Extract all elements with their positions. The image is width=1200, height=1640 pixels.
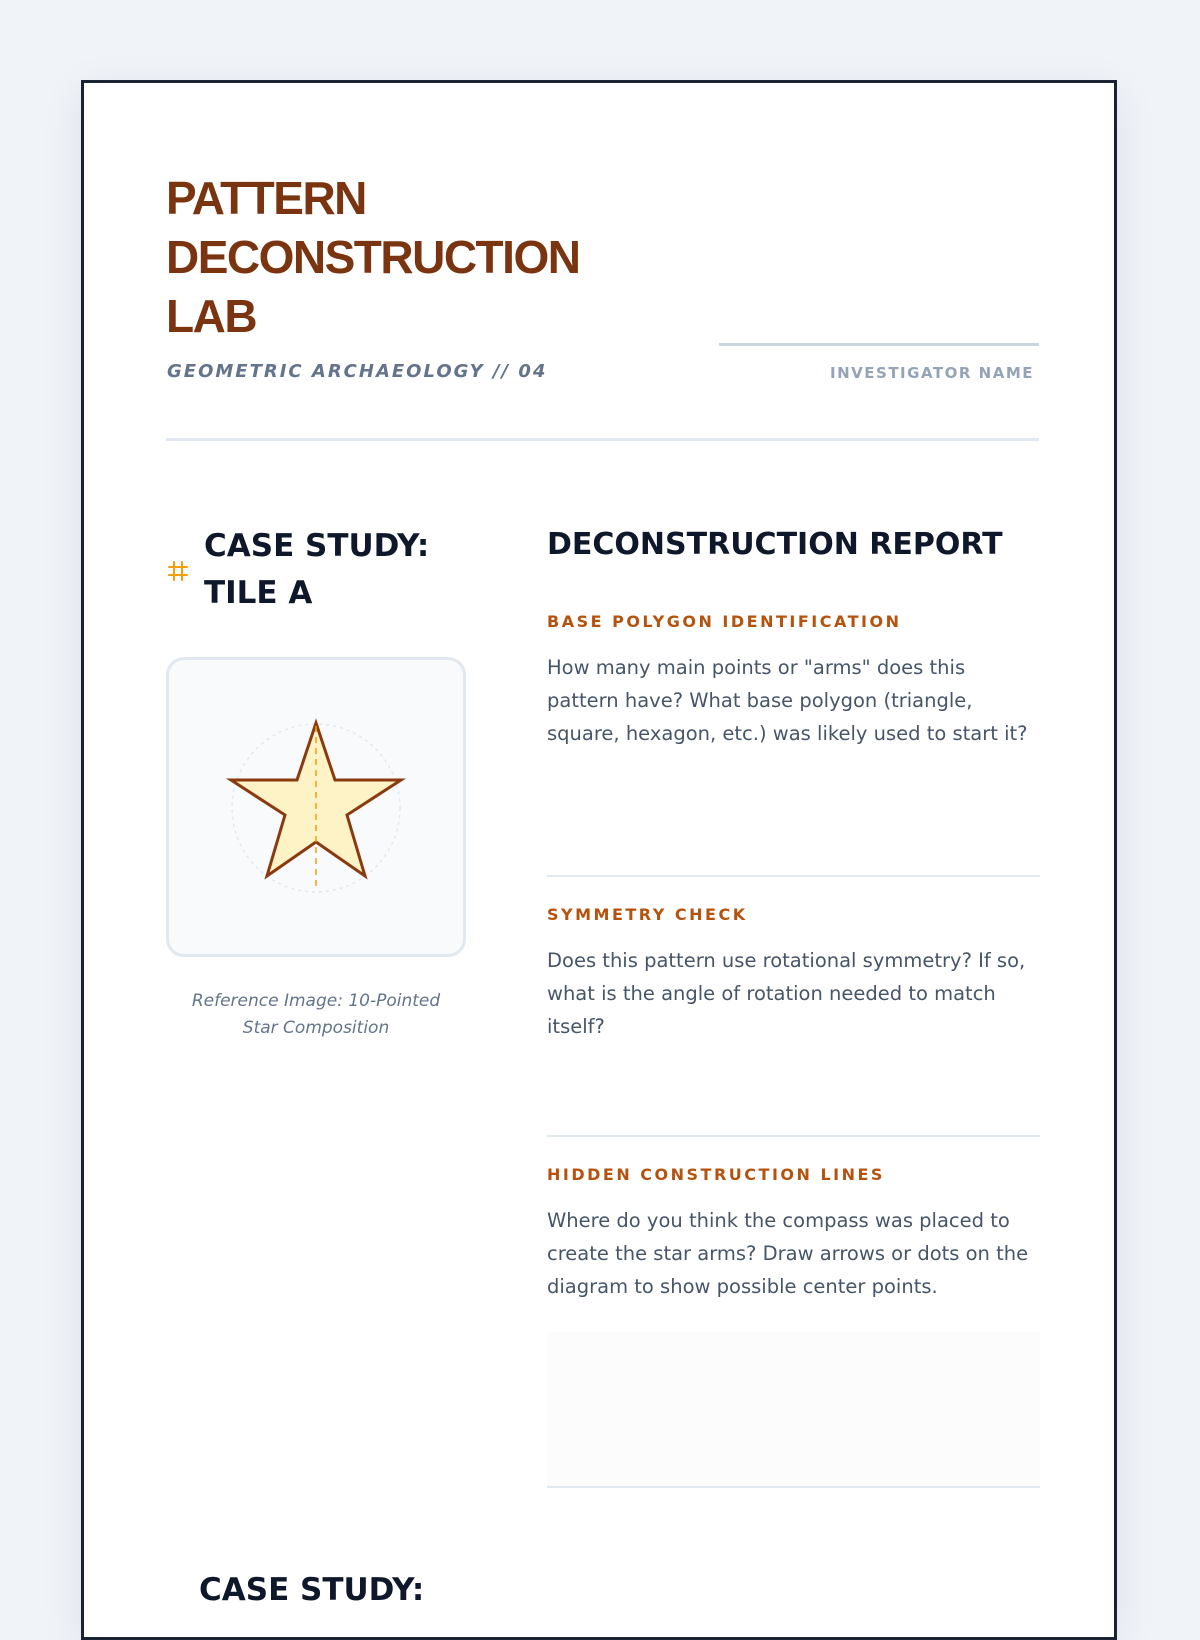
reference-caption xyxy=(166,988,466,1042)
answer-line-construction-lines[interactable] xyxy=(547,1486,1040,1488)
hash-icon xyxy=(166,559,190,583)
case-study-title-line-2: TILE A xyxy=(204,575,313,611)
answer-line-symmetry[interactable] xyxy=(547,1135,1040,1137)
report-title: DECONSTRUCTION REPORT xyxy=(547,527,1003,562)
case-study-title xyxy=(204,523,429,617)
question-label-symmetry: SYMMETRY CHECK xyxy=(547,905,748,924)
investigator-name-field[interactable] xyxy=(719,343,1039,346)
question-label-construction-lines: HIDDEN CONSTRUCTION LINES xyxy=(547,1165,885,1184)
question-text-base-polygon: How many main points or "arms" does this pattern have? What base polygon (triangle, square, hexagon, etc.) was likely used to start it? xyxy=(547,656,1028,745)
next-case-study-title: CASE STUDY: xyxy=(199,1572,425,1608)
reference-caption-line-2: Star Composition xyxy=(242,1018,390,1038)
page-title-line-3: LAB xyxy=(166,290,257,342)
investigator-name-label: INVESTIGATOR NAME xyxy=(830,364,1034,382)
question-label-base-polygon: BASE POLYGON IDENTIFICATION xyxy=(547,612,902,631)
page-subtitle: GEOMETRIC ARCHAEOLOGY // 04 xyxy=(167,361,548,382)
star-shape xyxy=(231,723,401,876)
reference-caption-line-1: Reference Image: 10-Pointed xyxy=(191,991,441,1011)
page-title xyxy=(166,169,579,346)
reference-image-box xyxy=(166,657,466,957)
page-title-line-2: DECONSTRUCTION xyxy=(166,231,580,283)
header-divider xyxy=(166,438,1039,441)
star-diagram xyxy=(169,660,463,954)
sketch-answer-area[interactable] xyxy=(547,1332,1040,1486)
question-text-construction-lines: Where do you think the compass was placed to create the star arms? Draw arrows or dots on the diagram to show possible center points. xyxy=(547,1209,1029,1298)
answer-line-base-polygon[interactable] xyxy=(547,875,1040,877)
question-text-symmetry: Does this pattern use rotational symmetry? If so, what is the angle of rotation needed to match itself? xyxy=(547,949,1026,1038)
worksheet-page xyxy=(81,80,1117,1640)
page-title-line-1: PATTERN xyxy=(166,172,366,224)
case-study-title-line-1: CASE STUDY: xyxy=(204,528,430,564)
case-study-heading xyxy=(166,523,429,617)
